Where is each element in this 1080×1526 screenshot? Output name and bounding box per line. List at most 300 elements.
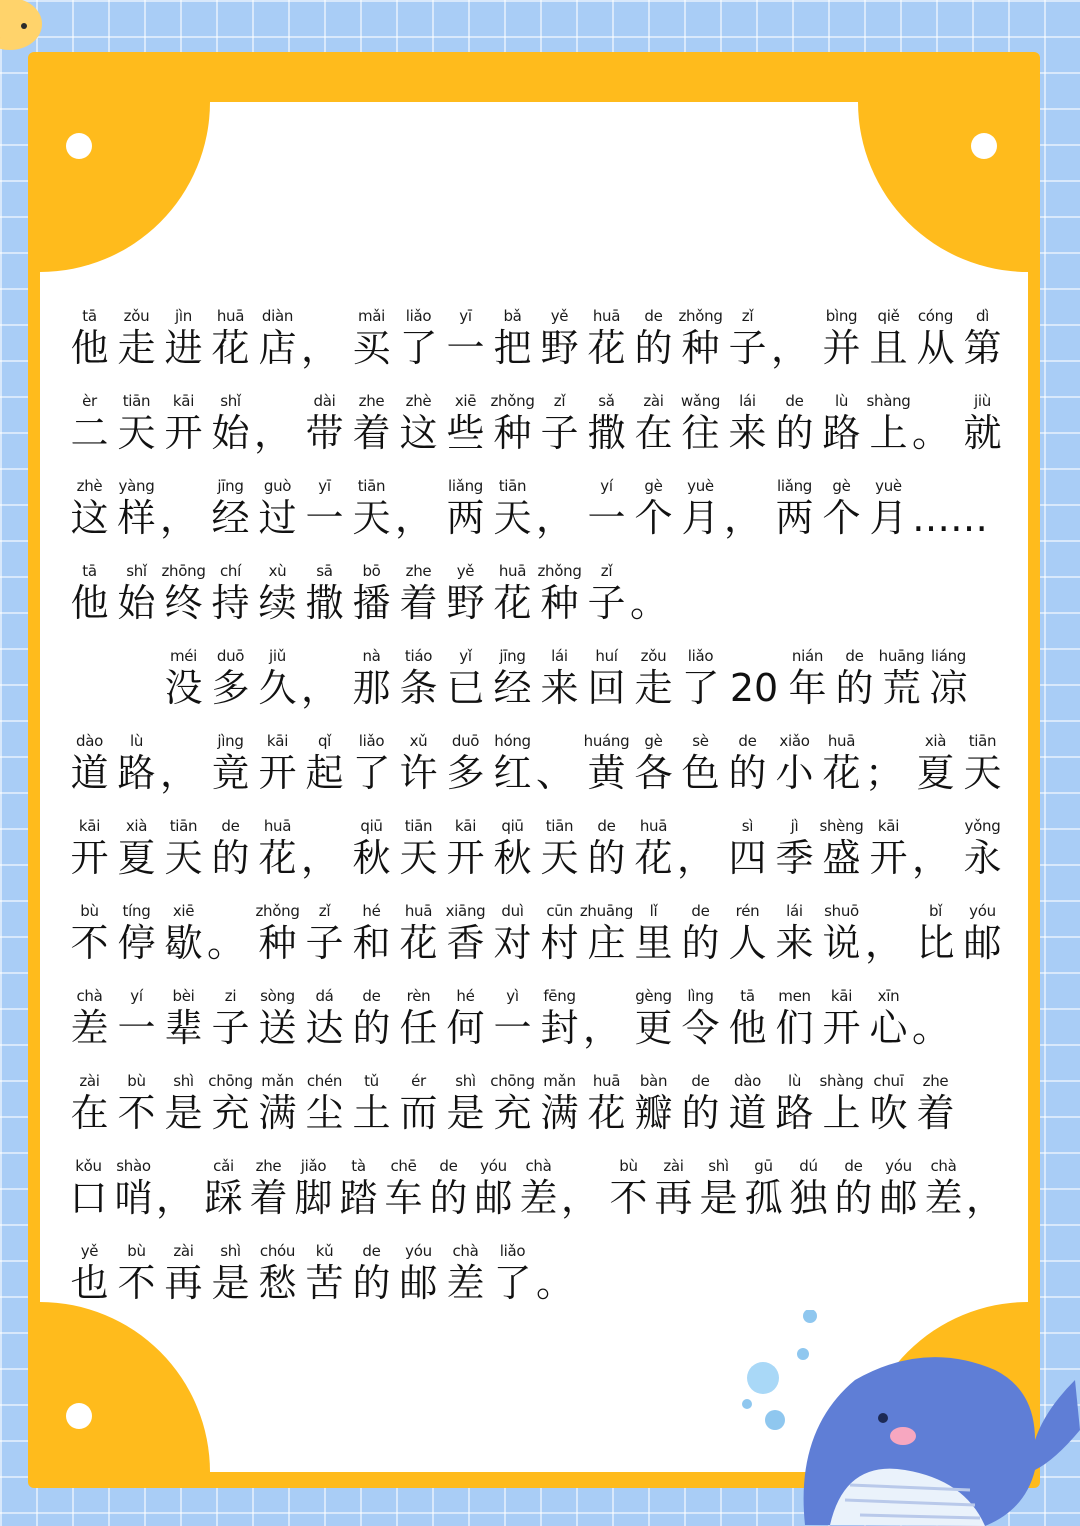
ruby-glyph: [66, 987, 113, 1051]
pinyin: lìng: [687, 987, 714, 1005]
ruby-glyph: [113, 562, 160, 626]
hanzi: 久: [258, 666, 297, 710]
pinyin: zài: [643, 392, 664, 410]
pinyin: dá: [315, 987, 334, 1005]
ruby-glyph: [160, 392, 207, 456]
hanzi: 始: [211, 411, 250, 455]
pinyin: chà: [930, 1157, 957, 1175]
pinyin: bàn: [639, 1072, 668, 1090]
ruby-glyph: [561, 1157, 606, 1221]
hanzi: 花: [399, 921, 438, 965]
hanzi: 踩: [204, 1176, 243, 1220]
ruby-glyph: [925, 647, 972, 711]
ruby-glyph: [348, 987, 395, 1051]
hanzi: 开: [70, 836, 109, 880]
pinyin: dì: [975, 307, 990, 325]
ruby-glyph: [865, 987, 912, 1051]
hanzi: ，: [912, 836, 951, 880]
ruby-glyph: [865, 477, 912, 541]
text-line: [66, 456, 1006, 541]
ruby-glyph: [207, 392, 254, 456]
hanzi: 封: [540, 1006, 579, 1050]
ruby-glyph: [912, 732, 959, 796]
pinyin: de: [844, 1157, 863, 1175]
ruby-glyph: [111, 1157, 156, 1221]
ruby-glyph: [442, 477, 489, 541]
pinyin: jīng: [217, 477, 244, 495]
ruby-glyph: [831, 1157, 876, 1221]
hanzi: 红: [493, 751, 532, 795]
hanzi: 来: [728, 411, 767, 455]
ruby-glyph: [348, 392, 395, 456]
ruby-glyph: [113, 477, 160, 541]
pinyin: zhe: [358, 392, 385, 410]
pinyin: fēng: [543, 987, 576, 1005]
ruby-glyph: [254, 987, 301, 1051]
pinyin: zǐ: [318, 902, 331, 920]
hanzi: 二: [70, 411, 109, 455]
ruby-glyph: [583, 817, 630, 881]
pinyin: huā: [592, 307, 621, 325]
pinyin: tiān: [404, 817, 433, 835]
hanzi: 一: [305, 496, 344, 540]
hanzi: 种: [493, 411, 532, 455]
ruby-glyph: [959, 817, 1006, 881]
ruby-glyph: [348, 1072, 395, 1136]
pinyin: shàng: [866, 392, 911, 410]
hanzi: 而: [399, 1091, 438, 1135]
pinyin: lái: [739, 392, 756, 410]
hanzi: 不: [117, 1261, 156, 1305]
hanzi: 着: [916, 1091, 955, 1135]
pinyin: zhe: [255, 1157, 282, 1175]
fish-icon: [0, 0, 50, 60]
hanzi: 开: [258, 751, 297, 795]
hanzi: 了: [493, 1261, 532, 1305]
pinyin: xià: [924, 732, 947, 750]
hanzi: 天: [164, 836, 203, 880]
ruby-glyph: [818, 307, 865, 371]
pinyin: bù: [127, 1242, 146, 1260]
ruby-glyph: [677, 647, 724, 711]
ruby-glyph: [630, 307, 677, 371]
pinyin: zài: [173, 1242, 194, 1260]
pinyin: xiāng: [445, 902, 486, 920]
pinyin: diàn: [261, 307, 294, 325]
hanzi: 再: [654, 1176, 693, 1220]
pinyin: yuè: [875, 477, 902, 495]
pinyin: gè: [644, 732, 663, 750]
ruby-glyph: [301, 647, 348, 711]
ruby-glyph: [66, 1157, 111, 1221]
hanzi: 个: [822, 496, 861, 540]
hanzi: 天: [352, 496, 391, 540]
pinyin: tǔ: [364, 1072, 379, 1090]
hanzi: 小: [775, 751, 814, 795]
ruby-glyph: [395, 902, 442, 966]
ruby-glyph: [771, 732, 818, 796]
hanzi: 不: [609, 1176, 648, 1220]
ruby-glyph: [724, 902, 771, 966]
hanzi: 样: [117, 496, 156, 540]
pinyin: qiě: [877, 307, 900, 325]
hanzi: 四: [728, 836, 767, 880]
pinyin: hé: [456, 987, 475, 1005]
pinyin: chà: [525, 1157, 552, 1175]
ruby-glyph: [677, 307, 724, 371]
pinyin: de: [691, 1072, 710, 1090]
hanzi: 他: [70, 581, 109, 625]
hanzi: 开: [164, 411, 203, 455]
pinyin: zǒu: [640, 647, 667, 665]
pinyin: de: [785, 392, 804, 410]
pinyin: huā: [498, 562, 527, 580]
whale-icon: [735, 1310, 1080, 1526]
pinyin: mǎi: [357, 307, 386, 325]
hanzi: 的: [681, 921, 720, 965]
pinyin: kāi: [454, 817, 477, 835]
pinyin: shào: [116, 1157, 151, 1175]
hanzi: 走: [117, 326, 156, 370]
ruby-glyph: [536, 902, 583, 966]
hanzi: 达: [305, 1006, 344, 1050]
hanzi: 着: [249, 1176, 288, 1220]
hanzi: 撒: [305, 581, 344, 625]
hanzi: 开: [869, 836, 908, 880]
text-line: [66, 1051, 1006, 1136]
ruby-glyph: [348, 647, 395, 711]
hanzi: 。: [536, 1261, 575, 1305]
pinyin: xià: [125, 817, 148, 835]
pinyin: liǎo: [687, 647, 714, 665]
ruby-glyph: [489, 1242, 536, 1306]
pinyin: kāi: [830, 987, 853, 1005]
ruby-glyph: [536, 987, 583, 1051]
pinyin: xiē: [454, 392, 477, 410]
hanzi: 已: [446, 666, 485, 710]
hanzi: 任: [399, 1006, 438, 1050]
hanzi: 邮: [399, 1261, 438, 1305]
ruby-glyph: [442, 732, 489, 796]
pinyin: zhuāng: [579, 902, 634, 920]
pinyin: men: [778, 987, 811, 1005]
pinyin: yàng: [118, 477, 155, 495]
ruby-glyph: [876, 1157, 921, 1221]
pinyin: chà: [76, 987, 103, 1005]
pinyin: xǔ: [409, 732, 428, 750]
hanzi: 经: [493, 666, 532, 710]
ruby-glyph: [489, 392, 536, 456]
pinyin: mǎn: [543, 1072, 576, 1090]
ruby-glyph: [865, 732, 912, 796]
ruby-glyph: [921, 1157, 966, 1221]
pinyin: yóu: [480, 1157, 507, 1175]
pinyin: huáng: [583, 732, 630, 750]
hanzi: 何: [446, 1006, 485, 1050]
ruby-glyph: [207, 987, 254, 1051]
pinyin: tā: [82, 562, 97, 580]
text-line: [66, 286, 1006, 371]
pinyin: bǐ: [928, 902, 943, 920]
hanzi: 天: [493, 496, 532, 540]
pinyin: bù: [127, 1072, 146, 1090]
hanzi: 的: [429, 1176, 468, 1220]
hanzi: 苦: [305, 1261, 344, 1305]
ruby-glyph: [516, 1157, 561, 1221]
ruby-glyph: [536, 1242, 583, 1306]
ruby-glyph: [724, 1072, 771, 1136]
pinyin: de: [691, 902, 710, 920]
hanzi: 不: [117, 1091, 156, 1135]
ruby-glyph: [489, 732, 536, 796]
hanzi: 上: [822, 1091, 861, 1135]
pinyin: zhe: [405, 562, 432, 580]
text-line: [66, 371, 1006, 456]
ruby-glyph: [630, 392, 677, 456]
hanzi: 买: [352, 326, 391, 370]
ruby-glyph: [865, 817, 912, 881]
hanzi: 种: [258, 921, 297, 965]
ruby-glyph: [301, 392, 348, 456]
hanzi: ，: [156, 1176, 195, 1220]
ruby-glyph: [156, 1157, 201, 1221]
hanzi: 来: [540, 666, 579, 710]
ruby-glyph: [489, 477, 536, 541]
pinyin: qiū: [360, 817, 383, 835]
ruby-glyph: [301, 732, 348, 796]
ruby-glyph: [536, 392, 583, 456]
ruby-glyph: [348, 307, 395, 371]
hanzi: ，: [966, 1176, 1005, 1220]
hanzi: 、: [536, 751, 575, 795]
pinyin: liǎo: [405, 307, 432, 325]
pinyin: shì: [173, 1072, 194, 1090]
ruby-glyph: [724, 647, 784, 711]
ruby-glyph: [912, 902, 959, 966]
pinyin: yī: [459, 307, 472, 325]
ruby-glyph: [724, 817, 771, 881]
ruby-glyph: [113, 732, 160, 796]
hanzi: 邮: [963, 921, 1002, 965]
hanzi: 路: [775, 1091, 814, 1135]
ruby-glyph: [489, 987, 536, 1051]
ruby-glyph: [536, 1072, 583, 1136]
hanzi: 许: [399, 751, 438, 795]
hanzi: 花: [493, 581, 532, 625]
pinyin: zhè: [405, 392, 432, 410]
pinyin: cǎi: [213, 1157, 234, 1175]
ruby-glyph: [536, 647, 583, 711]
hanzi: 子: [305, 921, 344, 965]
hanzi: 的: [835, 666, 874, 710]
ruby-glyph: [442, 1072, 489, 1136]
ruby-glyph: [254, 647, 301, 711]
ruby-glyph: [630, 817, 677, 881]
hanzi: 经: [211, 496, 250, 540]
ruby-glyph: [254, 307, 301, 371]
pinyin: chuī: [873, 1072, 904, 1090]
pinyin: chà: [452, 1242, 479, 1260]
pinyin: shì: [220, 1242, 241, 1260]
pinyin: kāi: [266, 732, 289, 750]
ruby-glyph: [381, 1157, 426, 1221]
hanzi: ，: [254, 411, 293, 455]
pinyin: zhe: [922, 1072, 949, 1090]
pinyin: jiǎo: [300, 1157, 327, 1175]
ruby-glyph: [771, 307, 818, 371]
pinyin: zhǒng: [255, 902, 300, 920]
pinyin: tà: [351, 1157, 366, 1175]
pinyin: de: [644, 307, 663, 325]
ruby-glyph: [630, 902, 677, 966]
ruby-glyph: [583, 1072, 630, 1136]
pinyin: bō: [362, 562, 381, 580]
ruby-glyph: [536, 732, 583, 796]
hanzi: ，: [865, 921, 904, 965]
hanzi: 回: [587, 666, 626, 710]
ruby-glyph: [395, 1072, 442, 1136]
hanzi: 庄: [587, 921, 626, 965]
ruby-glyph: [677, 817, 724, 881]
hanzi: ……: [912, 496, 988, 540]
ruby-glyph: [160, 987, 207, 1051]
pinyin: liǎng: [776, 477, 813, 495]
pinyin: qiū: [501, 817, 524, 835]
ruby-glyph: [160, 732, 207, 796]
ruby-glyph: [160, 562, 207, 626]
hanzi: 两: [775, 496, 814, 540]
pinyin: huí: [595, 647, 618, 665]
hanzi: 满: [540, 1091, 579, 1135]
hanzi: 从: [916, 326, 955, 370]
ruby-glyph: [818, 902, 865, 966]
hanzi: ，: [536, 496, 575, 540]
ruby-glyph: [677, 902, 724, 966]
ruby-glyph: [959, 392, 1006, 456]
pinyin: zhǒng: [678, 307, 723, 325]
hanzi: 差: [70, 1006, 109, 1050]
pinyin: tā: [82, 307, 97, 325]
hanzi: 那: [352, 666, 391, 710]
ruby-glyph: [254, 732, 301, 796]
pinyin: shì: [455, 1072, 476, 1090]
pinyin: lù: [129, 732, 144, 750]
pinyin: de: [845, 647, 864, 665]
pinyin: xīn: [877, 987, 900, 1005]
ruby-glyph: [442, 392, 489, 456]
hanzi: 子: [540, 411, 579, 455]
ruby-glyph: [301, 562, 348, 626]
text-line: [66, 881, 1006, 966]
ruby-glyph: [865, 392, 912, 456]
text-line: [66, 796, 1006, 881]
ruby-glyph: [471, 1157, 516, 1221]
ruby-glyph: [301, 902, 348, 966]
ruby-glyph: [160, 1072, 207, 1136]
hanzi: 凉: [929, 666, 968, 710]
hanzi: 歇: [164, 921, 203, 965]
hanzi: 说: [822, 921, 861, 965]
hanzi: 过: [258, 496, 297, 540]
ruby-glyph: [630, 732, 677, 796]
pinyin: shèng: [819, 817, 864, 835]
ruby-glyph: [818, 392, 865, 456]
hanzi: 开: [822, 1006, 861, 1050]
pinyin: zhōng: [161, 562, 206, 580]
hanzi: ，: [561, 1176, 600, 1220]
hanzi: 开: [446, 836, 485, 880]
ruby-glyph: [818, 477, 865, 541]
hanzi: 。: [912, 1006, 951, 1050]
pinyin: yóu: [885, 1157, 912, 1175]
hanzi: 着: [352, 411, 391, 455]
ruby-glyph: [336, 1157, 381, 1221]
hanzi: 的: [211, 836, 250, 880]
ruby-glyph: [606, 1157, 651, 1221]
ruby-glyph: [696, 1157, 741, 1221]
pinyin: jiù: [974, 392, 991, 410]
pinyin: huā: [216, 307, 245, 325]
pinyin: zi: [224, 987, 237, 1005]
ruby-glyph: [160, 477, 207, 541]
ruby-glyph: [489, 307, 536, 371]
hanzi: 永: [963, 836, 1002, 880]
pinyin: huā: [827, 732, 856, 750]
ruby-glyph: [536, 477, 583, 541]
hanzi: 这: [399, 411, 438, 455]
pinyin: yí: [600, 477, 613, 495]
pinyin: de: [738, 732, 757, 750]
hanzi: 条: [399, 666, 438, 710]
hanzi: 色: [681, 751, 720, 795]
ruby-glyph: [254, 1242, 301, 1306]
pinyin: zhǒng: [490, 392, 535, 410]
ruby-glyph: [395, 562, 442, 626]
pinyin: yě: [80, 1242, 99, 1260]
pinyin: yě: [550, 307, 569, 325]
ruby-glyph: [865, 307, 912, 371]
ruby-glyph: [818, 817, 865, 881]
ruby-glyph: [301, 1072, 348, 1136]
ruby-glyph: [784, 647, 831, 711]
hanzi: 野: [446, 581, 485, 625]
pinyin: gè: [644, 477, 663, 495]
ruby-glyph: [630, 477, 677, 541]
hanzi: 。: [207, 921, 246, 965]
pinyin: de: [362, 1242, 381, 1260]
ruby-glyph: [160, 902, 207, 966]
hanzi: ，: [301, 666, 340, 710]
ruby-glyph: [771, 477, 818, 541]
pinyin: zhè: [76, 477, 103, 495]
hanzi: 独: [789, 1176, 828, 1220]
pinyin: chē: [390, 1157, 417, 1175]
ruby-glyph: [865, 1072, 912, 1136]
ruby-glyph: [207, 732, 254, 796]
pinyin: zài: [79, 1072, 100, 1090]
pinyin: tiáo: [404, 647, 433, 665]
hanzi: 年: [788, 666, 827, 710]
passage: [66, 286, 1006, 1306]
hanzi: 秋: [493, 836, 532, 880]
ruby-glyph: [912, 307, 959, 371]
hanzi: ，: [724, 496, 763, 540]
pinyin: duō: [451, 732, 480, 750]
pinyin: liǎo: [499, 1242, 526, 1260]
hanzi: 哨: [114, 1176, 153, 1220]
hanzi: 送: [258, 1006, 297, 1050]
text-line: [66, 1221, 1006, 1306]
